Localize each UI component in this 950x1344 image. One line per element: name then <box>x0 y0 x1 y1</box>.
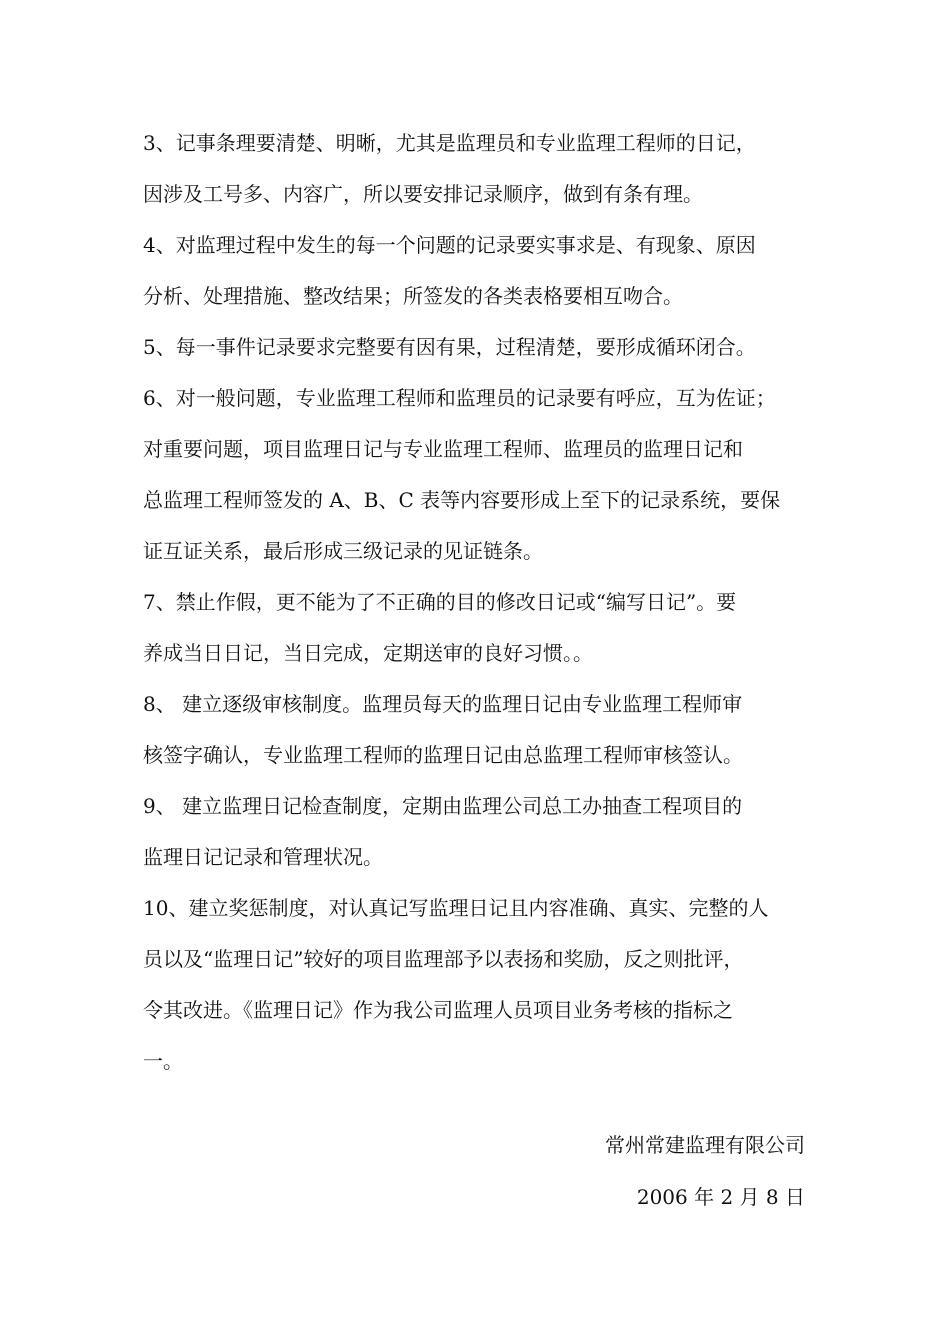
signature-block <box>605 1119 805 1223</box>
text-line: 员以及“监理日记”较好的项目监理部予以表扬和奖励，反之则批评， <box>143 947 744 971</box>
text-line: 因涉及工号多、内容广，所以要安排记录顺序，做到有条有理。 <box>143 182 703 206</box>
text-line: 9、 建立监理日记检查制度，定期由监理公司总工办抽查工程项目的 <box>143 794 743 818</box>
text-line: 8、 建立逐级审核制度。监理员每天的监理日记由专业监理工程师审 <box>143 692 743 716</box>
text-line: 对重要问题，项目监理日记与专业监理工程师、监理员的监理日记和 <box>143 437 743 461</box>
text-line: 核签字确认，专业监理工程师的监理日记由总监理工程师审核签认。 <box>143 743 743 767</box>
company-name: 常州常建监理有限公司 <box>605 1133 805 1157</box>
text-line: 证互证关系，最后形成三级记录的见证链条。 <box>143 539 543 563</box>
text-line: 4、对监理过程中发生的每一个问题的记录要实事求是、有现象、原因 <box>143 233 756 257</box>
text-line: 监理日记记录和管理状况。 <box>143 845 383 869</box>
document-body <box>143 118 823 1087</box>
text-line: 养成当日日记，当日完成，定期送审的良好习惯。。 <box>143 641 593 665</box>
text-line: 一。 <box>143 1049 183 1073</box>
text-line: 总监理工程师签发的 A、B、C 表等内容要形成上至下的记录系统，要保 <box>143 488 781 512</box>
text-line: 10、建立奖惩制度，对认真记写监理日记且内容准确、真实、完整的人 <box>143 896 769 920</box>
text-line: 7、禁止作假，更不能为了不正确的目的修改日记或“编写日记”。要 <box>143 590 737 614</box>
text-line: 6、对一般问题，专业监理工程师和监理员的记录要有呼应，互为佐证； <box>143 386 776 410</box>
text-line: 5、每一事件记录要求完整要有因有果，过程清楚，要形成循环闭合。 <box>143 335 756 359</box>
text-line: 3、记事条理要清楚、明晰，尤其是监理员和专业监理工程师的日记， <box>143 131 756 155</box>
text-line: 令其改进。《监理日记》作为我公司监理人员项目业务考核的指标之 <box>143 998 733 1022</box>
text-line: 分析、处理措施、整改结果；所签发的各类表格要相互吻合。 <box>143 284 683 308</box>
signature-date: 2006 年 2 月 8 日 <box>636 1185 805 1209</box>
